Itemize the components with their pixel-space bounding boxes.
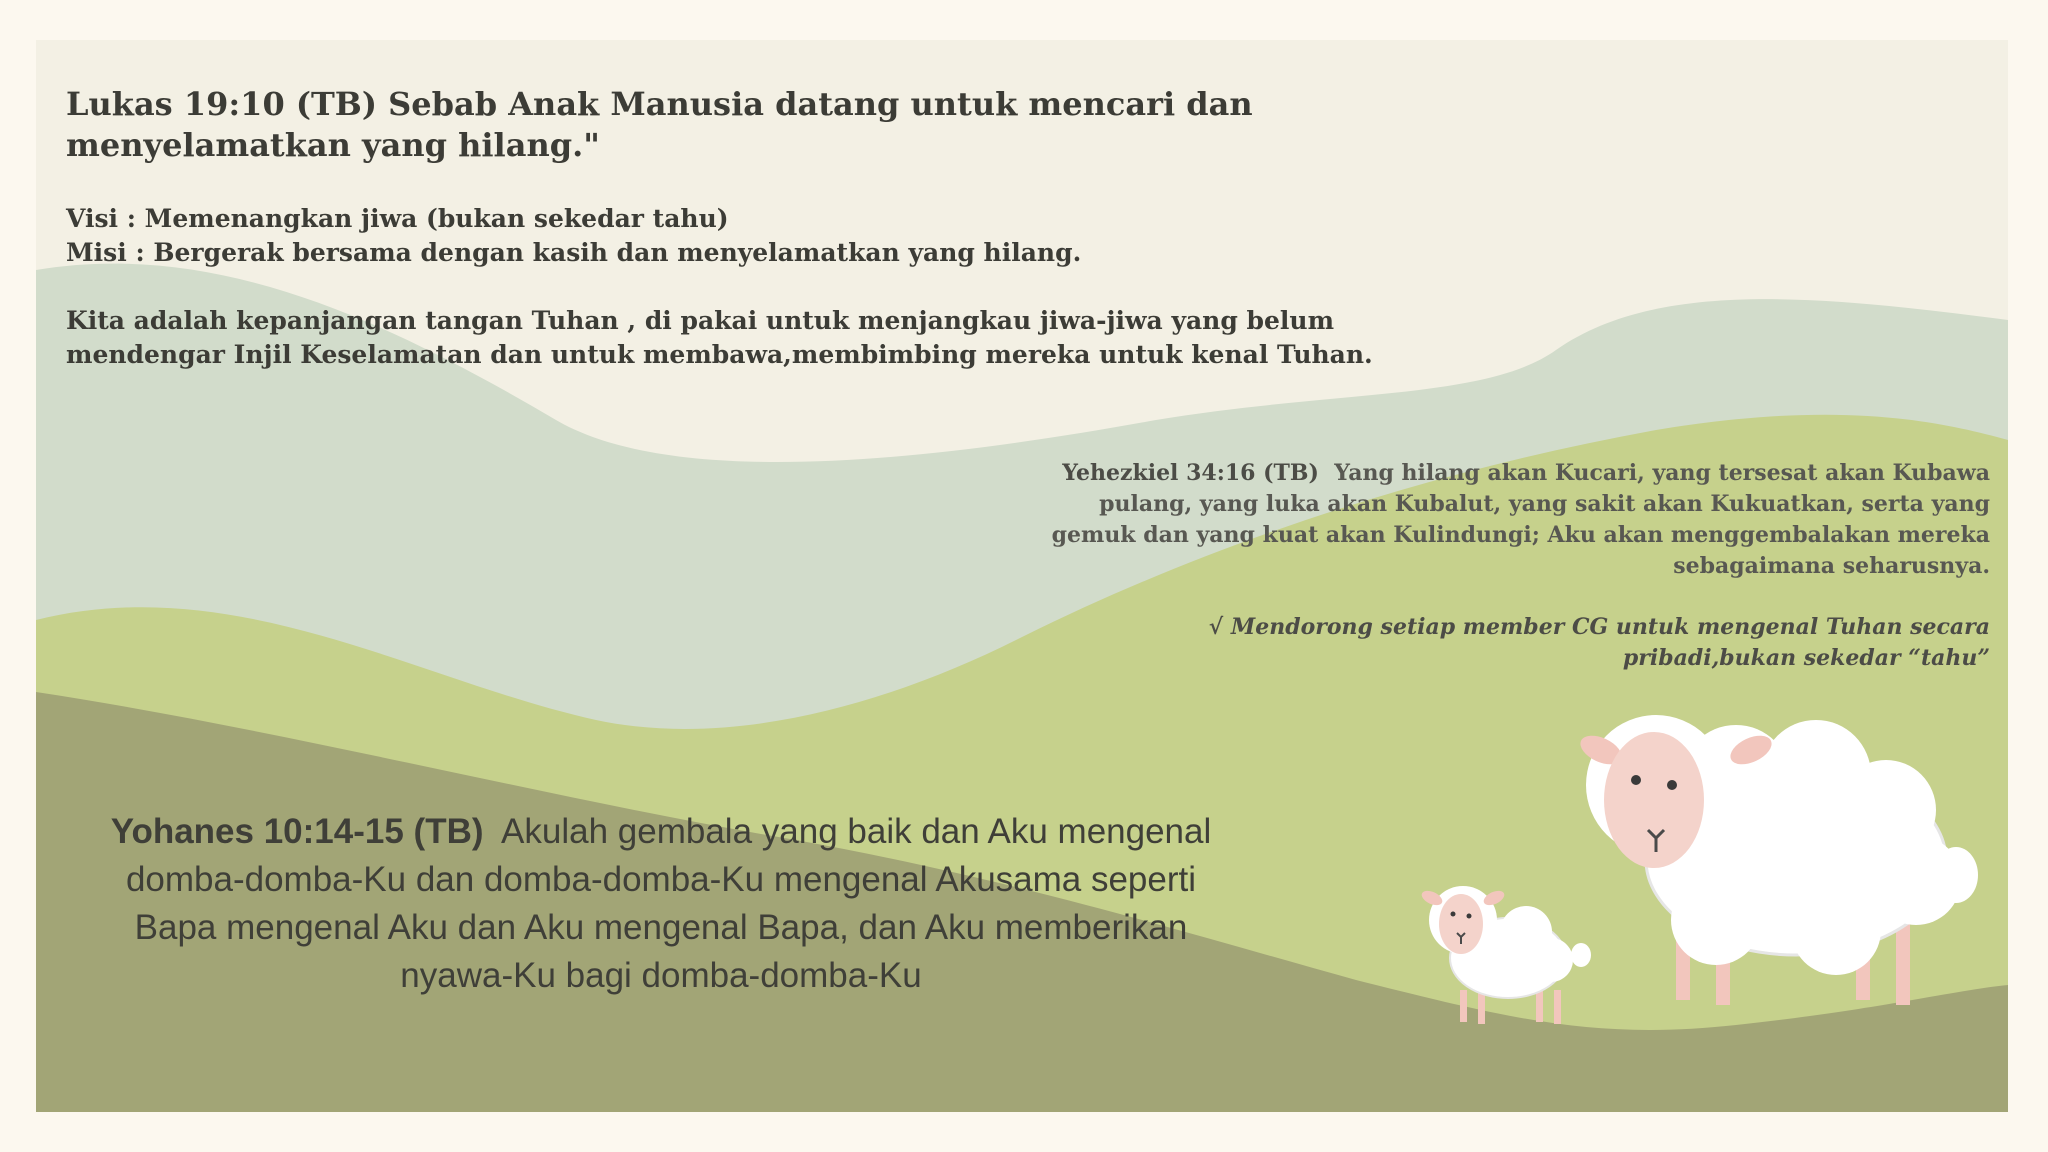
- ezekiel-text: Yang hilang akan Kucari, yang tersesat akan Kubawa pulang, yang luka akan Kubalut, yang sakit akan Kukuatkan, serta yang gemuk dan yang kuat akan Kulindungi; Aku akan menggembalakan mereka sebagaimana seharusnya.: [1051, 460, 1990, 579]
- john-ref: Yohanes 10:14-15 (TB): [110, 812, 484, 851]
- john-text: Akulah gembala yang baik dan Aku mengenal domba-domba-Ku dan domba-domba-Ku mengenal Akusama seperti Bapa mengenal Aku dan Aku mengenal Bapa, dan Aku memberikan nyawa-Ku bagi domba-domba-Ku: [125, 812, 1212, 995]
- big-sheep-icon: [1576, 715, 1978, 1005]
- vision-text: Visi : Memenangkan jiwa (bukan sekedar tahu): [66, 204, 729, 233]
- mission-text: Misi : Bergerak bersama dengan kasih dan menyelamatkan yang hilang.: [66, 238, 1082, 267]
- purpose-statement: Kita adalah kepanjangan tangan Tuhan , di pakai untuk menjangkau jiwa-jiwa yang belum mendengar Injil Keselamatan dan untuk membawa,membimbing mereka untuk kenal Tuhan.: [66, 306, 1373, 369]
- slide: [36, 40, 2008, 1112]
- sheep-illustration: [36, 40, 2008, 1112]
- small-sheep-icon: [1419, 886, 1591, 1024]
- ezekiel-ref: Yehezkiel 34:16 (TB): [1062, 460, 1319, 486]
- ezekiel-note: √ Mendorong setiap member CG untuk mengenal Tuhan secara pribadi,bukan sekedar “tahu”: [1208, 614, 1990, 671]
- luke-verse: Lukas 19:10 (TB) Sebab Anak Manusia datang untuk mencari dan menyelamatkan yang hilang.": [66, 85, 1253, 164]
